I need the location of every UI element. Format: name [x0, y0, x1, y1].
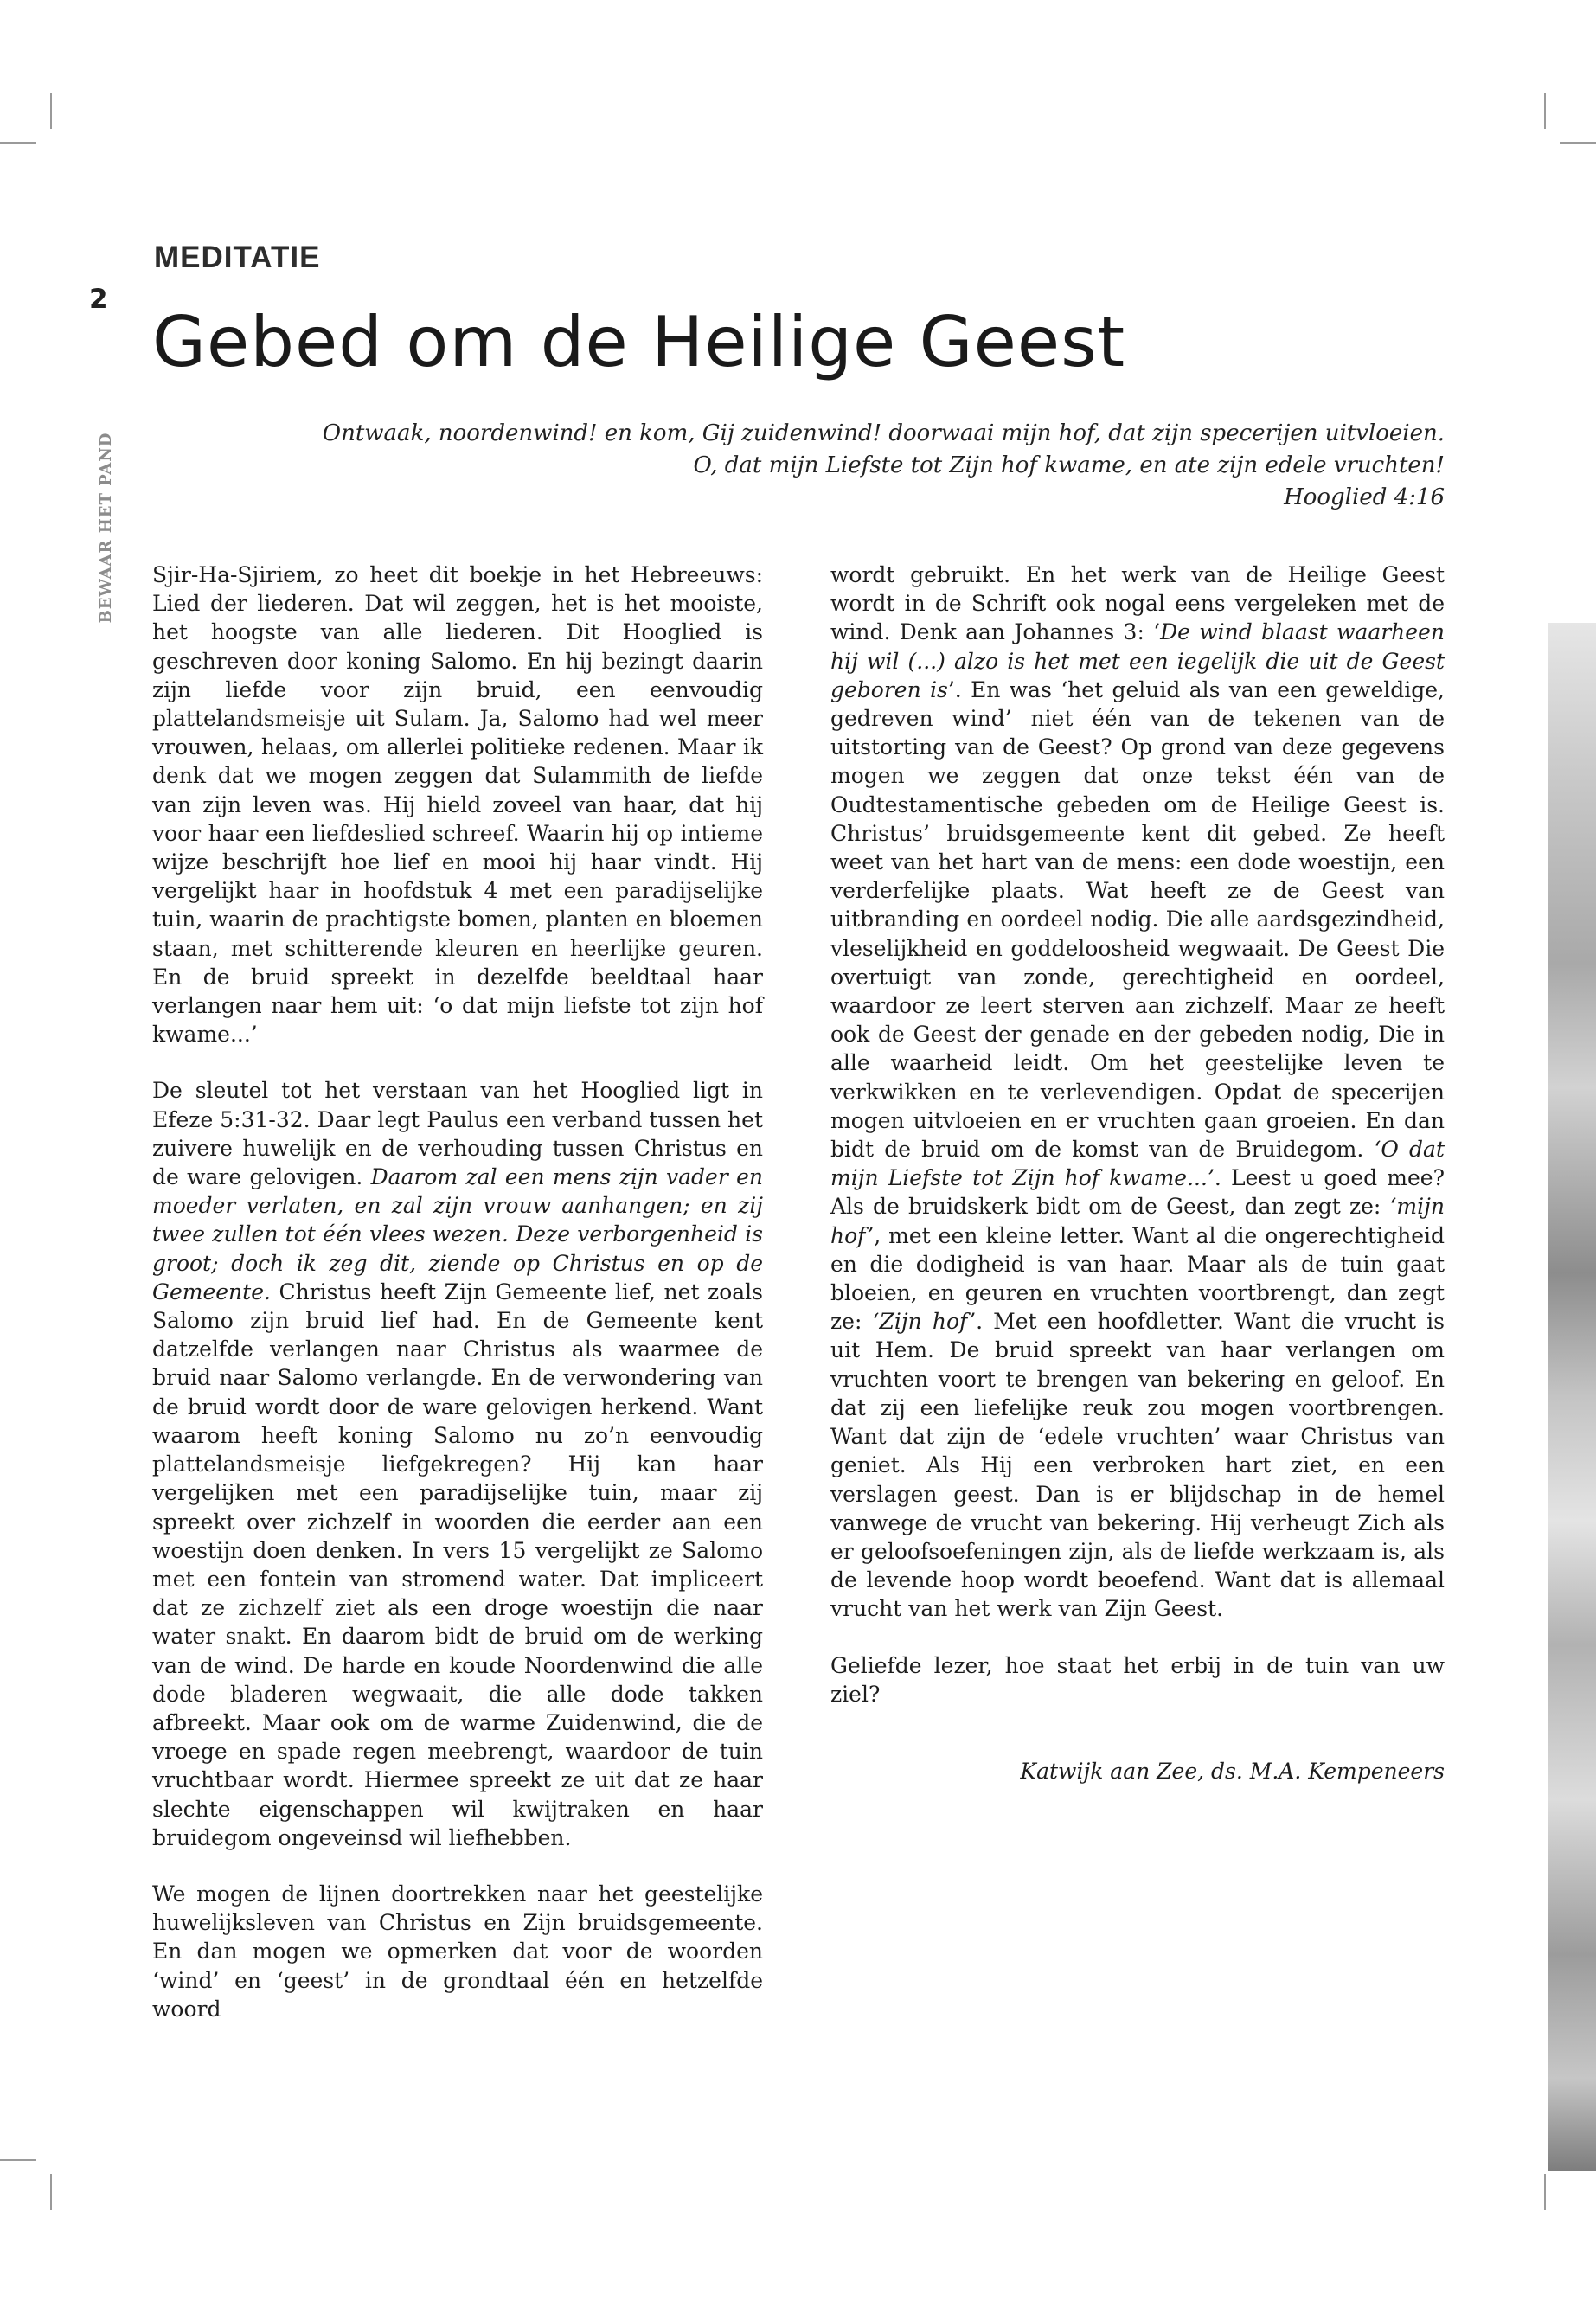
paragraph-3-start: We mogen de lijnen doortrekken naar het geestelijke huwelijksleven van Christus en Zijn bruidsgemeente. En dan mogen we opmerken dat voor de woorden ‘wind’ en ‘geest’ in de grondtaal één en hetzelfde woord	[152, 1881, 763, 2022]
emphasis: ‘Zijn hof’	[872, 1309, 977, 1335]
crop-mark-bottom-right-vertical	[1544, 2174, 1546, 2210]
page-title: Gebed om de Heilige Geest	[152, 302, 1126, 382]
emphasis: ‘mijn hof’	[830, 1194, 1445, 1248]
scripture-quote: De wind blaast waarheen hij wil (...) alzo is het met een iegelijk die uit de Geest geboren is	[830, 619, 1445, 702]
page-number: 2	[89, 284, 108, 315]
paragraph-1: Sjir-Ha-Sjiriem, zo heet dit boekje in het Hebreeuws: Lied der liederen. Dat wil zeggen, het is het mooiste, het hoogste van alle liederen. Dit Hooglied is geschreven door koning Salomo. En hij bezingt daarin zijn liefde voor zijn bruid, een eenvoudig plattelandsmeisje uit Sulam. Ja, Salomo had wel meer vrouwen, helaas, om allerlei politieke redenen. Maar ik denk dat we mogen zeggen dat Sulammith de liefde van zijn leven was. Hij hield zoveel van haar, dat hij voor haar een liefdeslied schreef. Waarin hij op intieme wijze beschrijft hoe lief en mooi hij haar vindt. Hij vergelijkt haar in hoofdstuk 4 met een paradijselijke tuin, waarin de prachtigste bomen, planten en bloemen staan, met schitterende kleuren en heerlijke geuren. En de bruid spreekt in dezelfde beeldtaal haar verlangen naar hem uit: ‘o dat mijn liefste tot zijn hof kwame...’	[152, 562, 763, 1048]
crop-mark-bottom-left-vertical	[50, 2174, 52, 2210]
epigraph-reference: Hooglied 4:16	[1284, 484, 1445, 510]
paragraph-3-continued: wordt gebruikt. En het werk van de Heilige Geest wordt in de Schrift ook nogal eens vergeleken met de wind. Denk aan Johannes 3: ‘De wind blaast waarheen hij wil (...) alzo is het met een iegelijk die uit de Geest geboren is’. En was ‘het geluid als van een geweldige, gedreven wind’ niet één van de tekenen van de uitstorting van de Geest? Op grond van deze gegevens mogen we zeggen dat onze tekst één van de Oudtestamentische gebeden om de Heilige Geest is. Christus’ bruidsgemeente kent dit gebed. Ze heeft weet van het hart van de mens: een dode woestijn, een verderfelijke plaats. Wat heeft ze de Geest van uitbranding en oordeel nodig. Die alle aardsgezindheid, vleselijkheid en goddeloosheid wegwaait. De Geest Die overtuigt van zonde, gerechtigheid en oordeel, waardoor ze leert sterven aan zichzelf. Maar ze heeft ook de Geest der genade en der gebeden nodig, Die in alle waarheid leidt. Om het geestelijke leven te verkwikken en te verlevendigen. Opdat de specerijen mogen uitvloeien en er vruchten gaan groeien. En dan bidt de bruid om de komst van de Bruidegom. ‘O dat mijn Liefste tot Zijn hof kwame...’. Leest u goed mee? Als de bruidskerk bidt om de Geest, dan zegt ze: ‘mijn hof’, met een kleine letter. Want al die ongerechtigheid en die dodigheid is van haar. Maar als de tuin gaat bloeien, en geuren en vruchten voortbrengt, dan zegt ze: ‘Zijn hof’. Met een hoofdletter. Want die vrucht is uit Hem. De bruid spreekt van haar verlangen om vruchten voort te brengen van bekering en geloof. En dat zij een liefelijke reuk zou mogen voortbrengen. Want dat zijn de ‘edele vruchten’ waar Christus van geniet. Als Hij een verbroken hart ziet, en een verslagen geest. Dan is er blijdschap in de hemel vanwege de vrucht van bekering. Hij verheugt Zich als er geloofsoefeningen zijn, als de liefde werkzaam is, als de levende hoop wordt beoefend. Want dat is allemaal vrucht van het werk van Zijn Geest.	[830, 562, 1445, 1622]
crop-mark-top-left-horizontal	[0, 142, 36, 144]
section-label: MEDITATIE	[154, 240, 321, 274]
scripture-quote: ‘O dat mijn Liefste tot Zijn hof kwame...’	[830, 1137, 1445, 1191]
crop-mark-top-left-vertical	[50, 93, 52, 129]
crop-mark-top-right-horizontal	[1560, 142, 1596, 144]
paragraph-2: De sleutel tot het verstaan van het Hooglied ligt in Efeze 5:31-32. Daar legt Paulus een verband tussen het zuivere huwelijk en de verhouding tussen Christus en de ware gelovigen. Daarom zal een mens zijn vader en moeder verlaten, en zal zijn vrouw aanhangen; en zij twee zullen tot één vlees wezen. Deze verborgenheid is groot; doch ik zeg dit, ziende op Christus en op de Gemeente. Christus heeft Zijn Gemeente lief, net zoals Salomo zijn bruid lief had. En de Gemeente kent datzelfde verlangen naar Christus als waarmee de bruid naar Salomo verlangde. En de verwondering van de bruid wordt door de ware gelovigen herkend. Want waarom heeft koning Salomo nu zo’n eenvoudig plattelandsmeisje liefgekregen? Hij kan haar vergelijken met een paradijselijke tuin, maar zij spreekt over zichzelf in woorden die eerder aan een woestijn doen denken. In vers 15 vergelijkt ze Salomo met een fontein van stromend water. Dat impliceert dat ze zichzelf ziet als een droge woestijn die naar water snakt. En daarom bidt de bruid om de werking van de wind. De harde en koude Noordenwind die alle dode bladeren wegwaait, die alle dode takken afbreekt. Maar ook om de warme Zuidenwind, die de vroege en spade regen meebrengt, waardoor de tuin vruchtbaar wordt. Hiermee spreekt ze uit dat ze haar slechte eigenschappen wil kwijtraken en haar bruidegom ongeveinsd wil liefhebben.	[152, 1078, 763, 1850]
epigraph-line-2: O, dat mijn Liefste tot Zijn hof kwame, en ate zijn edele vruchten!	[693, 452, 1445, 478]
epigraph-line-1: Ontwaak, noordenwind! en kom, Gij zuidenwind! doorwaai mijn hof, dat zijn specerijen uitvloeien.	[322, 420, 1445, 446]
scripture-quote: Daarom zal een mens zijn vader en moeder verlaten, en zal zijn vrouw aanhangen; en zij twee zullen tot één vlees wezen. Deze verborgenheid is groot; doch ik zeg dit, ziende op Christus en op de Gemeente.	[152, 1164, 763, 1304]
photo-bleed-strip	[1548, 623, 1596, 2171]
paragraph-4: Geliefde lezer, hoe staat het erbij in de tuin van uw ziel?	[830, 1652, 1445, 1707]
article-column-right	[830, 561, 1445, 1785]
article-column-left	[152, 561, 763, 2023]
crop-mark-top-right-vertical	[1544, 93, 1546, 129]
crop-mark-bottom-left-horizontal	[0, 2159, 36, 2161]
running-title: BEWAAR HET PAND	[97, 432, 115, 624]
author-signature: Katwijk aan Zee, ds. M.A. Kempeneers	[1020, 1758, 1445, 1784]
epigraph	[234, 418, 1445, 514]
